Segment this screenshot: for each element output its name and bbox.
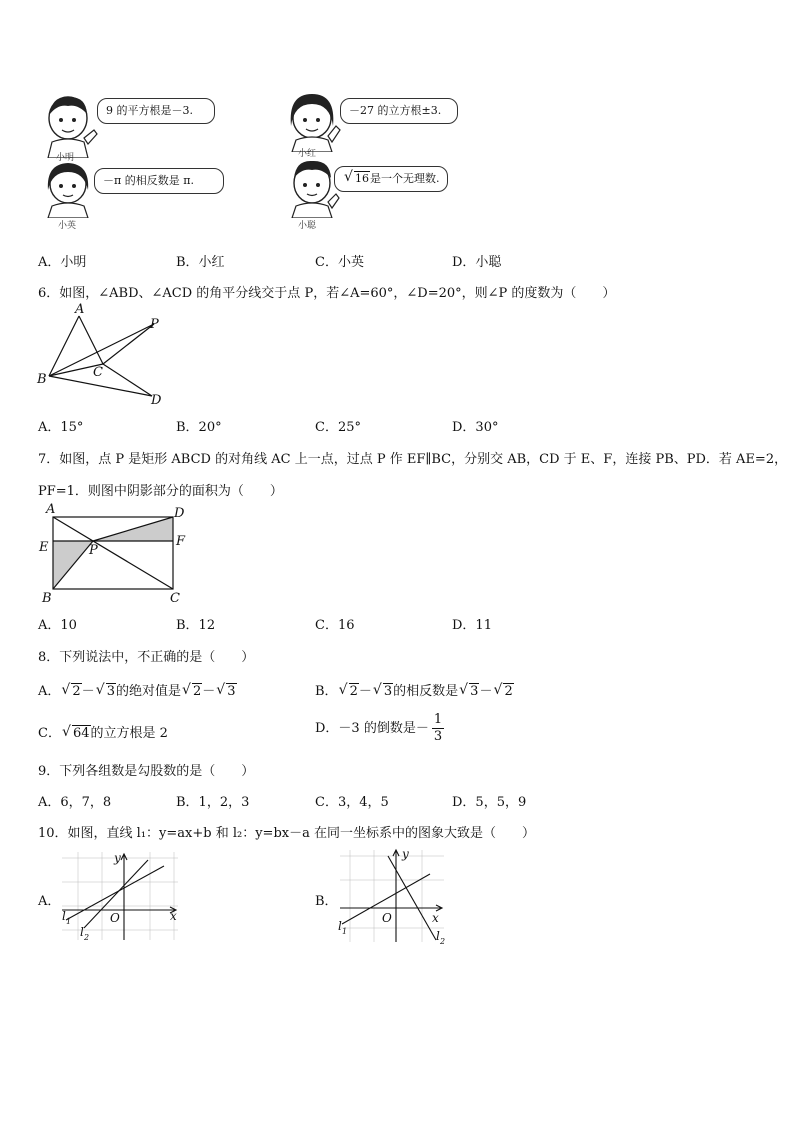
- q6-label-a: A: [75, 302, 85, 317]
- line-l2-label: l: [80, 925, 84, 939]
- svg-text:2: 2: [84, 933, 90, 942]
- q6-option-c[interactable]: C．25°: [315, 420, 361, 435]
- q7-option-b[interactable]: B．12: [176, 618, 216, 633]
- origin-label: O: [110, 911, 120, 925]
- q7-stem-line2: PF=1．则图中阴影部分的面积为（ ）: [38, 484, 283, 499]
- speech-bubble-xiaoming: 9 的平方根是－3.: [97, 98, 215, 124]
- q6-label-b: B: [37, 372, 47, 387]
- q7-stem-line1: 7．如图，点 P 是矩形 ABCD 的对角线 AC 上一点，过点 P 作 EF∥BC，分别交 AB，CD 于 E、F，连接 PB、PD．若 AE=2，: [38, 452, 788, 467]
- sqrt-16: √ 16: [344, 167, 370, 191]
- q9-option-a[interactable]: A．6，7，8: [38, 795, 112, 810]
- q5-option-b[interactable]: B．小红: [176, 255, 225, 270]
- fraction-one-third: $\frac{1}{3}$: [433, 712, 443, 744]
- speech-bubble-xiaohong: －27 的立方根±3.: [340, 98, 458, 124]
- q6-option-b[interactable]: B．20°: [176, 420, 222, 435]
- q6-triangle-figure: [34, 302, 174, 406]
- q7-label-f: F: [176, 534, 186, 549]
- girl-cartoon-xiaohong: [286, 92, 342, 152]
- q8-stem: 8．下列说法中，不正确的是（ ）: [38, 650, 255, 665]
- q8-option-b[interactable]: B．√ 2－√ 3的相反数是√ 3－√ 2: [315, 680, 514, 699]
- line-l1-label: l: [338, 919, 342, 933]
- q10-option-a[interactable]: A．: [38, 894, 61, 909]
- origin-label: O: [382, 911, 392, 925]
- q7-label-b: B: [42, 591, 52, 606]
- q6-option-d[interactable]: D．30°: [452, 420, 499, 435]
- boy-cartoon-xiaoming: [42, 92, 98, 158]
- q9-option-c[interactable]: C．3，4，5: [315, 795, 389, 810]
- q8-option-d[interactable]: D．－3 的倒数是－ $\frac{1}{3}$: [315, 712, 443, 744]
- q8-option-a[interactable]: A．√ 2－√ 3的绝对值是√ 2－√ 3: [38, 680, 237, 699]
- q10-graph-a: [58, 848, 184, 942]
- q7-label-p: P: [89, 543, 98, 558]
- q6-label-c: C: [93, 365, 103, 380]
- speech-bubble-xiaoying: －π 的相反数是 π.: [94, 168, 224, 194]
- q8-option-c[interactable]: C．√ 64的立方根是 2: [38, 722, 168, 741]
- girl-cartoon-xiaoying: [42, 160, 98, 218]
- svg-text:1: 1: [66, 917, 72, 926]
- q6-option-a[interactable]: A．15°: [38, 420, 84, 435]
- q7-label-c: C: [170, 591, 180, 606]
- svg-text:2: 2: [440, 937, 446, 946]
- q10-stem: 10．如图，直线 l₁：y=ax+b 和 l₂：y=bx－a 在同一坐标系中的图象大致是（ ）: [38, 826, 535, 841]
- q7-label-e: E: [39, 540, 49, 555]
- q7-label-d: D: [174, 506, 185, 521]
- q6-stem: 6．如图，∠ABD、∠ACD 的角平分线交于点 P，若∠A=60°，∠D=20°，则∠P 的度数为（ ）: [38, 286, 616, 301]
- q7-option-a[interactable]: A．10: [38, 618, 77, 633]
- name-xiaoming: 小明: [56, 153, 75, 163]
- name-xiaohong: 小红: [298, 149, 317, 159]
- q6-label-d: D: [151, 393, 162, 406]
- axis-y-label: y: [402, 847, 409, 861]
- name-xiaocong: 小聪: [298, 221, 317, 231]
- line-l2-label: l: [436, 929, 440, 943]
- q9-option-d[interactable]: D．5，5，9: [452, 795, 527, 810]
- q6-label-p: P: [150, 317, 159, 332]
- q5-option-c[interactable]: C．小英: [315, 255, 364, 270]
- svg-text:1: 1: [342, 927, 348, 936]
- q10-option-b[interactable]: B．: [315, 894, 338, 909]
- line-l1-label: l: [62, 909, 66, 923]
- q5-option-d[interactable]: D．小聪: [452, 255, 502, 270]
- q9-stem: 9．下列各组数是勾股数的是（ ）: [38, 764, 255, 779]
- speech-bubble-xiaocong: √ 16是一个无理数.: [334, 166, 448, 192]
- q5-option-a[interactable]: A．小明: [38, 255, 87, 270]
- q7-label-a: A: [46, 503, 56, 517]
- q10-graph-b: [336, 846, 448, 946]
- name-xiaoying: 小英: [58, 221, 77, 231]
- axis-x-label: x: [170, 909, 177, 923]
- axis-x-label: x: [432, 911, 439, 925]
- axis-y-label: y: [114, 851, 121, 865]
- q9-option-b[interactable]: B．1，2，3: [176, 795, 250, 810]
- boy-cartoon-xiaocong: [286, 158, 342, 218]
- q7-option-d[interactable]: D．11: [452, 618, 492, 633]
- q7-option-c[interactable]: C．16: [315, 618, 355, 633]
- q7-rectangle-figure: [34, 503, 194, 607]
